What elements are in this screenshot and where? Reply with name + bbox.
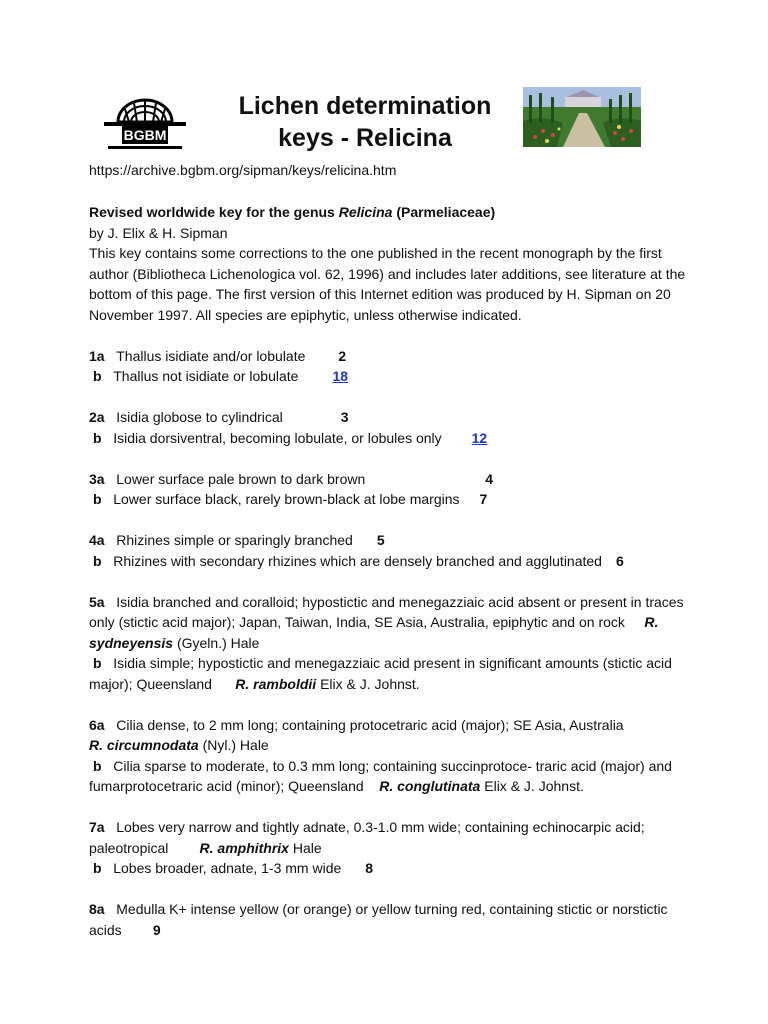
goto-lead-18-link[interactable]: 18: [332, 368, 349, 384]
species-name: R. ramboldii: [235, 675, 317, 692]
key-lead-8a: 8a Medulla K+ intense yellow (or orange) or yellow turning red, containing stictic or norstictic acids 9: [89, 901, 668, 938]
key-lead-1a: 1a Thallus isidiate and/or lobulate 2: [89, 347, 347, 364]
bgbm-logo: [104, 94, 186, 152]
intro-paragraph: This key contains some corrections to the one published in the recent monograph by the first author (Bibliotheca Lichenologica vol. 62, 1996) and includes later additions, see literature at the bottom of this page. The first version of this Internet edition was produced by H. Sipman on 20 November 1997. All species are epiphytic, unless otherwise indicated.: [89, 245, 686, 323]
key-lead-7b: b Lobes broader, adnate, 1-3 mm wide 8: [93, 860, 374, 876]
title-line-1: Lichen determination: [238, 92, 492, 120]
key-authors: by J. Elix & H. Sipman: [89, 224, 228, 241]
key-lead-5a: 5a Isidia branched and coralloid; hypostictic and menegazziaic acid absent or present in traces only (stictic acid major); Japan, Taiwan, India, SE Asia, Australia, epiphytic and on rock R. sydneyensis (Gyeln.) Hale: [89, 593, 684, 651]
species-name: R. amphithrix: [199, 839, 289, 856]
species-name: R. conglutinata: [379, 778, 481, 794]
key-lead-4b: b Rhizines with secondary rhizines which are densely branched and agglutinated 6: [93, 552, 624, 569]
key-lead-6a: 6a Cilia dense, to 2 mm long; containing protocetraric acid (major); SE Asia, Australia R. circumnodata (Nyl.) Hale: [89, 716, 624, 753]
garden-photo: [523, 87, 641, 147]
species-name: R. circumnodata: [89, 737, 199, 753]
key-lead-2b: b Isidia dorsiventral, becoming lobulate, or lobules only 12: [93, 429, 488, 446]
key-lead-4a: 4a Rhizines simple or sparingly branched 5: [89, 532, 385, 548]
key-lead-1b: b Thallus not isidiate or lobulate 18: [93, 368, 349, 384]
page-url: https://archive.bgbm.org/sipman/keys/relicina.htm: [89, 162, 397, 178]
key-lead-7a: 7a Lobes very narrow and tightly adnate, 0.3-1.0 mm wide; containing echinocarpic acid; paleotropical R. amphithrix Hale: [89, 819, 645, 856]
key-title: Revised worldwide key for the genus Relicina (Parmeliaceae): [89, 204, 496, 220]
page-title: [230, 90, 500, 154]
key-lead-3a: 3a Lower surface pale brown to dark brown 4: [89, 470, 494, 487]
bgbm-logo-text: BGBM: [123, 127, 167, 143]
key-lead-3b: b Lower surface black, rarely brown-black at lobe margins 7: [93, 491, 488, 507]
title-line-2: keys - Relicina: [278, 124, 452, 152]
key-lead-6b: b Cilia sparse to moderate, to 0.3 mm long; containing succinprotoce- traric acid (major) and fumarprotocetraric acid (minor); Queensland R. conglutinata Elix & J. Johnst.: [89, 757, 672, 794]
key-content: [89, 202, 699, 940]
key-lead-2a: 2a Isidia globose to cylindrical 3: [89, 409, 349, 425]
goto-lead-12-link[interactable]: 12: [471, 429, 488, 446]
species-name: R. sydneyensis: [89, 614, 659, 651]
key-lead-5b: b Isidia simple; hypostictic and menegazziaic acid present in significant amounts (stictic acid major); Queensland R. ramboldii Elix & J. Johnst.: [89, 655, 672, 692]
